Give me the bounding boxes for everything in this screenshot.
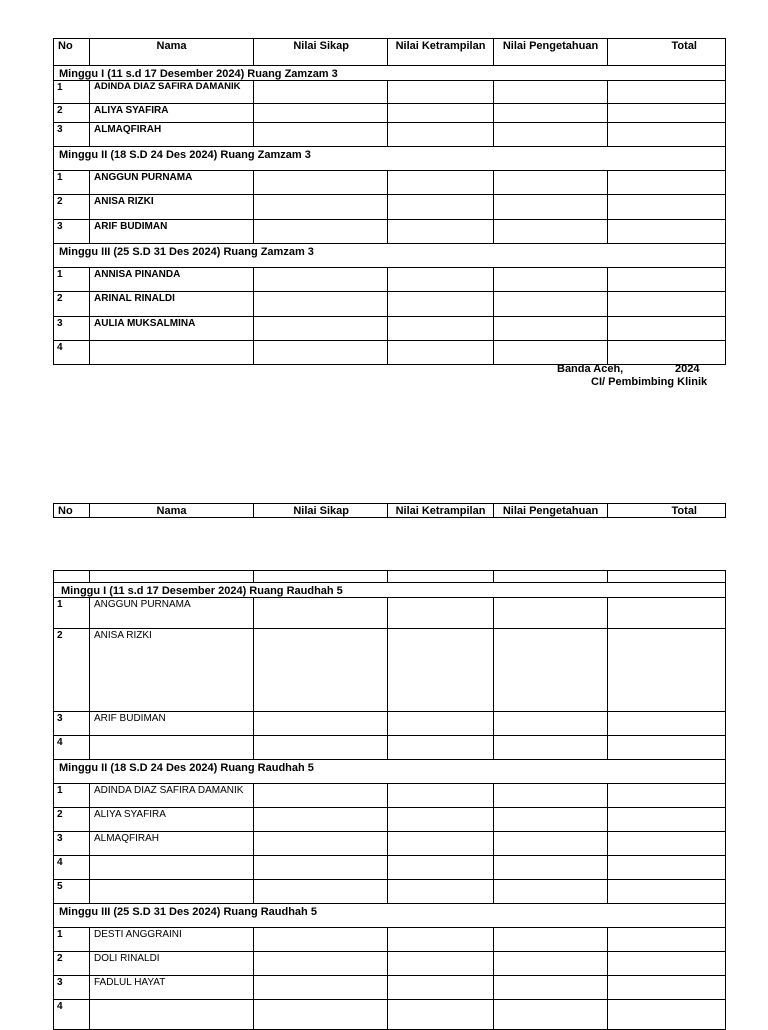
nilai-sikap-cell[interactable]: [254, 976, 388, 1000]
row-number: 1: [54, 784, 90, 808]
row-number: 3: [54, 220, 90, 244]
nilai-sikap-cell[interactable]: [254, 341, 388, 365]
row-number: 3: [54, 712, 90, 736]
nilai-sikap-cell[interactable]: [254, 784, 388, 808]
signature-role: CI/ Pembimbing Klinik: [591, 376, 708, 388]
header-no: No: [54, 39, 90, 66]
nilai-ketrampilan-cell[interactable]: [388, 123, 494, 147]
section-row: [54, 760, 726, 784]
row-number: 3: [54, 976, 90, 1000]
row-number: 2: [54, 195, 90, 220]
header-nama: Nama: [90, 504, 254, 518]
nilai-sikap-cell[interactable]: [254, 598, 388, 629]
section-title: Minggu I (11 s.d 17 Desember 2024) Ruang Raudhah 5: [54, 583, 726, 598]
table-row: [54, 81, 726, 104]
table-row: [54, 952, 726, 976]
nilai-sikap-cell[interactable]: [254, 317, 388, 341]
student-name: ARIF BUDIMAN: [90, 712, 254, 736]
header-nilai-pengetahuan: Nilai Pengetahuan: [494, 504, 608, 518]
total-cell[interactable]: [608, 832, 726, 856]
student-name: [90, 341, 254, 365]
nilai-sikap-cell[interactable]: [254, 220, 388, 244]
total-cell[interactable]: [608, 292, 726, 317]
nilai-pengetahuan-cell[interactable]: [494, 832, 608, 856]
section-row: [54, 904, 726, 928]
student-name: DOLI RINALDI: [90, 952, 254, 976]
row-number: 4: [54, 736, 90, 760]
nilai-pengetahuan-cell[interactable]: [494, 81, 608, 104]
row-number: 1: [54, 81, 90, 104]
total-cell[interactable]: [608, 341, 726, 365]
nilai-sikap-cell[interactable]: [254, 952, 388, 976]
student-name: ALIYA SYAFIRA: [90, 808, 254, 832]
nilai-pengetahuan-cell[interactable]: [494, 1000, 608, 1030]
total-cell[interactable]: [608, 268, 726, 292]
total-cell[interactable]: [608, 195, 726, 220]
row-number: 2: [54, 292, 90, 317]
student-name: ARINAL RINALDI: [90, 292, 254, 317]
nilai-ketrampilan-cell[interactable]: [388, 808, 494, 832]
row-number: 5: [54, 880, 90, 904]
total-cell[interactable]: [608, 317, 726, 341]
section-row: [54, 66, 726, 81]
section-row: [54, 244, 726, 268]
row-number: 4: [54, 341, 90, 365]
student-name: [90, 856, 254, 880]
row-number: 3: [54, 832, 90, 856]
total-cell[interactable]: [608, 880, 726, 904]
nilai-pengetahuan-cell[interactable]: [494, 808, 608, 832]
table-row: [54, 928, 726, 952]
student-name: ARIF BUDIMAN: [90, 220, 254, 244]
student-name: ANISA RIZKI: [90, 195, 254, 220]
nilai-ketrampilan-cell[interactable]: [388, 832, 494, 856]
nilai-pengetahuan-cell[interactable]: [494, 928, 608, 952]
nilai-pengetahuan-cell[interactable]: [494, 123, 608, 147]
student-name: AULIA MUKSALMINA: [90, 317, 254, 341]
student-name: ANNISA PINANDA: [90, 268, 254, 292]
student-name: [90, 880, 254, 904]
nilai-ketrampilan-cell[interactable]: [388, 268, 494, 292]
header-no: No: [54, 504, 90, 518]
nilai-pengetahuan-cell[interactable]: [494, 976, 608, 1000]
nilai-pengetahuan-cell[interactable]: [494, 880, 608, 904]
nilai-ketrampilan-cell[interactable]: [388, 598, 494, 629]
table-row: [54, 832, 726, 856]
nilai-ketrampilan-cell[interactable]: [388, 712, 494, 736]
student-name: [90, 736, 254, 760]
nilai-sikap-cell[interactable]: [254, 712, 388, 736]
row-number: 1: [54, 598, 90, 629]
section-title: Minggu I (11 s.d 17 Desember 2024) Ruang Zamzam 3: [54, 66, 726, 81]
nilai-pengetahuan-cell[interactable]: [494, 629, 608, 712]
table-row: [54, 880, 726, 904]
table-row: [54, 784, 726, 808]
header-nilai-ketrampilan: Nilai Ketrampilan: [388, 39, 494, 66]
header-nilai-pengetahuan: Nilai Pengetahuan: [494, 39, 608, 66]
student-name: [90, 1000, 254, 1030]
nilai-ketrampilan-cell[interactable]: [388, 952, 494, 976]
nilai-sikap-cell[interactable]: [254, 832, 388, 856]
nilai-ketrampilan-cell[interactable]: [388, 784, 494, 808]
row-number: 4: [54, 856, 90, 880]
student-name: ANGGUN PURNAMA: [90, 171, 254, 195]
section-row: [54, 147, 726, 171]
table-row: [54, 976, 726, 1000]
section-title: Minggu II (18 S.D 24 Des 2024) Ruang Raudhah 5: [54, 760, 726, 784]
student-name: ALIYA SYAFIRA: [90, 104, 254, 123]
table-row: [54, 268, 726, 292]
nilai-pengetahuan-cell[interactable]: [494, 856, 608, 880]
nilai-sikap-cell[interactable]: [254, 880, 388, 904]
nilai-pengetahuan-cell[interactable]: [494, 317, 608, 341]
row-number: 1: [54, 928, 90, 952]
total-cell[interactable]: [608, 808, 726, 832]
signature-place: Banda Aceh,: [557, 363, 624, 375]
row-number: 2: [54, 952, 90, 976]
total-cell[interactable]: [608, 856, 726, 880]
student-name: ANISA RIZKI: [90, 629, 254, 712]
table-row: [54, 195, 726, 220]
nilai-sikap-cell[interactable]: [254, 195, 388, 220]
nilai-ketrampilan-cell[interactable]: [388, 341, 494, 365]
header-row: [54, 504, 726, 518]
header-nilai-sikap: Nilai Sikap: [254, 504, 388, 518]
student-name: ADINDA DIAZ SAFIRA DAMANIK: [90, 81, 254, 104]
table-row: [54, 856, 726, 880]
table-row: [54, 317, 726, 341]
total-cell[interactable]: [608, 123, 726, 147]
student-name: ANGGUN PURNAMA: [90, 598, 254, 629]
nilai-pengetahuan-cell[interactable]: [494, 784, 608, 808]
nilai-ketrampilan-cell[interactable]: [388, 629, 494, 712]
total-cell[interactable]: [608, 629, 726, 712]
header-nilai-ketrampilan: Nilai Ketrampilan: [388, 504, 494, 518]
header-nilai-sikap: Nilai Sikap: [254, 39, 388, 66]
table-row: [54, 1000, 726, 1030]
grades-table-header-only: [53, 503, 726, 518]
section-row: [54, 583, 726, 598]
total-cell[interactable]: [608, 976, 726, 1000]
student-name: ALMAQFIRAH: [90, 123, 254, 147]
blank-header-row: [54, 571, 726, 583]
table-row: [54, 598, 726, 629]
nilai-ketrampilan-cell[interactable]: [388, 1000, 494, 1030]
row-number: 1: [54, 171, 90, 195]
total-cell[interactable]: [608, 220, 726, 244]
nilai-pengetahuan-cell[interactable]: [494, 292, 608, 317]
row-number: 3: [54, 317, 90, 341]
nilai-pengetahuan-cell[interactable]: [494, 712, 608, 736]
nilai-sikap-cell[interactable]: [254, 292, 388, 317]
table-row: [54, 292, 726, 317]
row-number: 2: [54, 808, 90, 832]
total-cell[interactable]: [608, 104, 726, 123]
total-cell[interactable]: [608, 598, 726, 629]
header-total: Total: [608, 504, 726, 518]
total-cell[interactable]: [608, 736, 726, 760]
nilai-ketrampilan-cell[interactable]: [388, 292, 494, 317]
nilai-ketrampilan-cell[interactable]: [388, 928, 494, 952]
row-number: 1: [54, 268, 90, 292]
header-row: [54, 39, 726, 66]
table-row: [54, 808, 726, 832]
nilai-pengetahuan-cell[interactable]: [494, 171, 608, 195]
nilai-pengetahuan-cell[interactable]: [494, 341, 608, 365]
nilai-sikap-cell[interactable]: [254, 1000, 388, 1030]
nilai-sikap-cell[interactable]: [254, 928, 388, 952]
header-total: Total: [608, 39, 726, 66]
row-number: 2: [54, 629, 90, 712]
table-row: [54, 104, 726, 123]
nilai-sikap-cell[interactable]: [254, 268, 388, 292]
nilai-pengetahuan-cell[interactable]: [494, 220, 608, 244]
table-row: [54, 629, 726, 712]
nilai-sikap-cell[interactable]: [254, 171, 388, 195]
total-cell[interactable]: [608, 928, 726, 952]
total-cell[interactable]: [608, 784, 726, 808]
nilai-ketrampilan-cell[interactable]: [388, 976, 494, 1000]
student-name: DESTI ANGGRAINI: [90, 928, 254, 952]
nilai-sikap-cell[interactable]: [254, 81, 388, 104]
nilai-sikap-cell[interactable]: [254, 736, 388, 760]
nilai-sikap-cell[interactable]: [254, 856, 388, 880]
section-title: Minggu III (25 S.D 31 Des 2024) Ruang Raudhah 5: [54, 904, 726, 928]
grades-table-raudhah: [53, 570, 726, 1030]
nilai-ketrampilan-cell[interactable]: [388, 220, 494, 244]
table-row: [54, 123, 726, 147]
table-row: [54, 171, 726, 195]
nilai-pengetahuan-cell[interactable]: [494, 195, 608, 220]
nilai-sikap-cell[interactable]: [254, 629, 388, 712]
header-nama: Nama: [90, 39, 254, 66]
nilai-ketrampilan-cell[interactable]: [388, 856, 494, 880]
table-row: [54, 712, 726, 736]
section-title: Minggu III (25 S.D 31 Des 2024) Ruang Zamzam 3: [54, 244, 726, 268]
nilai-pengetahuan-cell[interactable]: [494, 104, 608, 123]
grades-table-zamzam: [53, 38, 726, 365]
student-name: ALMAQFIRAH: [90, 832, 254, 856]
nilai-pengetahuan-cell[interactable]: [494, 952, 608, 976]
row-number: 3: [54, 123, 90, 147]
nilai-pengetahuan-cell[interactable]: [494, 598, 608, 629]
table-row: [54, 736, 726, 760]
signature-year: 2024: [675, 363, 700, 375]
nilai-sikap-cell[interactable]: [254, 104, 388, 123]
total-cell[interactable]: [608, 952, 726, 976]
nilai-ketrampilan-cell[interactable]: [388, 195, 494, 220]
nilai-pengetahuan-cell[interactable]: [494, 268, 608, 292]
total-cell[interactable]: [608, 1000, 726, 1030]
total-cell[interactable]: [608, 712, 726, 736]
nilai-pengetahuan-cell[interactable]: [494, 736, 608, 760]
row-number: 4: [54, 1000, 90, 1030]
total-cell[interactable]: [608, 171, 726, 195]
student-name: ADINDA DIAZ SAFIRA DAMANIK: [90, 784, 254, 808]
nilai-ketrampilan-cell[interactable]: [388, 736, 494, 760]
student-name: FADLUL HAYAT: [90, 976, 254, 1000]
nilai-ketrampilan-cell[interactable]: [388, 317, 494, 341]
nilai-ketrampilan-cell[interactable]: [388, 104, 494, 123]
nilai-sikap-cell[interactable]: [254, 808, 388, 832]
nilai-ketrampilan-cell[interactable]: [388, 171, 494, 195]
table-row: [54, 220, 726, 244]
nilai-sikap-cell[interactable]: [254, 123, 388, 147]
nilai-ketrampilan-cell[interactable]: [388, 880, 494, 904]
total-cell[interactable]: [608, 81, 726, 104]
row-number: 2: [54, 104, 90, 123]
table-row: [54, 341, 726, 365]
nilai-ketrampilan-cell[interactable]: [388, 81, 494, 104]
section-title: Minggu II (18 S.D 24 Des 2024) Ruang Zamzam 3: [54, 147, 726, 171]
